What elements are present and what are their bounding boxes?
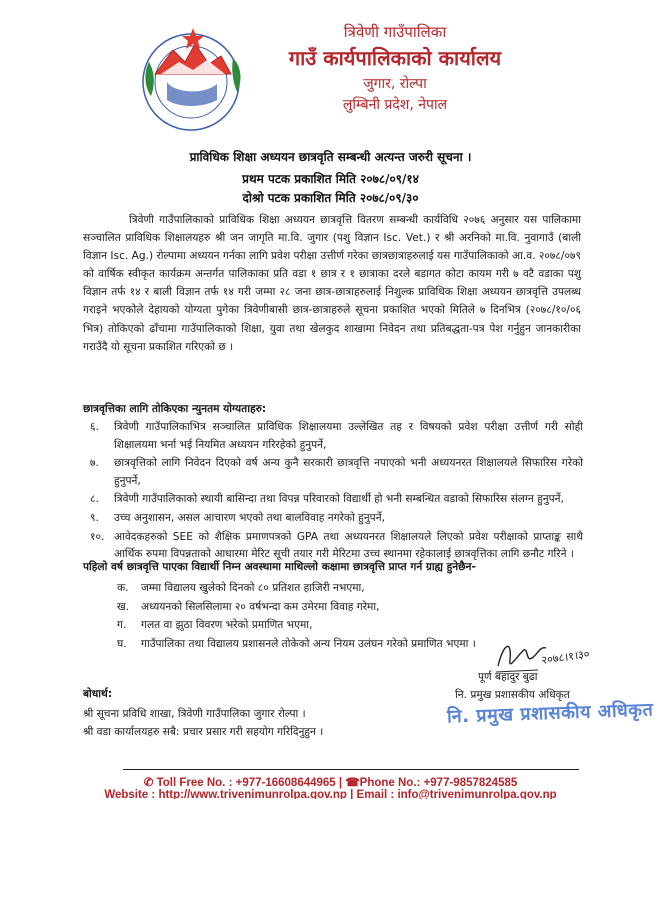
list-item-number: ८. <box>90 493 99 506</box>
signatory-name: पूर्ण बहादुर बुढा <box>478 671 538 683</box>
list-item-marker: क. <box>117 582 129 594</box>
office-location: जुगार, रोल्पा <box>363 76 427 92</box>
list-item-text: जम्मा विद्यालय खुलेको दिनको ८० प्रतिशत हाजिरी नभएमा, <box>141 582 365 594</box>
list-item <box>90 491 583 509</box>
list-item-text: त्रिवेणी गाउँपालिकाको स्थायी बासिन्दा तथा विपन्न परिवारको विद्यार्थी हो भनी सम्बन्धित वडाको सिफारिस संलग्न हुनुपर्ने, <box>114 493 564 506</box>
footer-separator: | <box>338 777 343 789</box>
second-published-date: दोश्रो पटक प्रकाशित मिति २०७८/०९/३० <box>242 191 419 205</box>
list-item <box>117 579 587 598</box>
requirements-list <box>90 419 583 565</box>
phone-icon: ✆ <box>143 777 157 789</box>
municipality-name: त्रिवेणी गाउँपालिका <box>343 23 447 41</box>
list-item-number: ७. <box>90 457 99 470</box>
cc-recipient-1: श्री सूचना प्रविधि शाखा, त्रिवेणी गाउँपालिका जुगार रोल्पा । <box>83 708 306 720</box>
footer-separator: | <box>350 789 354 799</box>
requirements-heading: छात्रवृत्तिका लागि तोकिएका न्युनतम योग्यताहरु: <box>83 403 267 415</box>
list-item-number: १०. <box>90 530 105 543</box>
cc-heading: बोधार्थ: <box>83 688 113 700</box>
svg-text:२०७८।१।३०: २०७८।१।३० <box>540 647 591 667</box>
notice-title: प्राविधिक शिक्षा अध्ययन छात्रवृति सम्बन्धी अत्यन्त जरुरी सूचना । <box>189 150 472 164</box>
list-item-marker: ग. <box>117 619 127 631</box>
notice-body-paragraph: त्रिवेणी गाउँपालिकाको प्राविधिक शिक्षा अध्ययन छात्रवृत्ति वितरण सम्बन्धी कार्यविधि २०७६ अनुसार यस पालिकामा सञ्चालित प्राविधिक शिक्षालयहरु श्री जन जागृति मा.वि. जुगार (पशु विज्ञान Isc. Vet.) र श्री अरनिको मा.वि. नुवागाउँ (बाली विज्ञान Isc. Ag.) रोल्पामा अध्ययन गर्नका लागि प्रवेश परीक्षा उत्तीर्ण गरेका छात्रछात्राहरुलाई यस गाउँपालिकाको आ.व. २०७८/०७९ को वार्षिक स्वीकृत कार्यक्रम अन्तर्गत पालिकाका प्रति वडा १ छात्र र १ छात्राका दरले बडागत कोटा कायम गरी ७ वटै वडाका पशु विज्ञान तर्फ १४ र बाली विज्ञान तर्फ १४ गरी जम्मा २८ जना छात्र-छात्राहरुलाई निशुल्क प्राविधिक शिक्षा अध्ययन छात्रवृत्ति उपलब्ध गराइने भएकोले देहायको योग्यता पुगेका त्रिवेणीबासी छात्र-छात्राहरुले सूचना प्रकाशित भएको मितिले ७ दिनभित्र (२०७८/१०/०६ भित्र) तोकिएको ढाँचामा गाउँपालिकाको शिक्षा, युवा तथा खेलकुद शाखामा निवेदन तथा प्रतिबद्धता-पत्र पेश गर्नुहुन जानकारीका गराउँदै यो सूचना प्रकाशित गरिएको छ । <box>83 214 581 353</box>
telephone-icon: ☎ <box>345 777 360 789</box>
footer-divider <box>123 769 579 770</box>
province-country: लुम्बिनी प्रदेश, नेपाल <box>342 97 448 113</box>
list-item <box>117 598 587 617</box>
toll-free-label: Toll Free No. : <box>156 777 233 789</box>
list-item-text: गाउँपालिका तथा विद्यालय प्रशासनले तोकेको अन्य नियम उलंघन गरेको प्रमाणित भएमा । <box>141 637 476 650</box>
list-item-marker: ख. <box>117 600 130 613</box>
ineligibility-heading: पहिलो वर्ष छात्रवृत्ति पाएका विद्यार्थी निम्न अवस्थामा माथिल्लो कक्षामा छात्रवृत्ति प्राप्त गर्न ग्राह्य हुनेछैन- <box>83 561 476 573</box>
signatory-title: नि. प्रमुख प्रशासकीय अधिकृत <box>455 689 570 701</box>
list-item <box>90 455 583 490</box>
list-item <box>90 510 583 528</box>
office-name: गाउँ कार्यपालिकाको कार्यालय <box>288 46 502 70</box>
list-item-text: उच्च अनुशासन, असल आचारण भएको तथा बालविवाह नगरेको हुनुपर्ने, <box>114 511 385 524</box>
email-link[interactable]: info@trivenimunrolpa.gov.np <box>397 789 557 799</box>
first-published-date: प्रथम पटक प्रकाशित मिति २०७८/०९/१४ <box>242 172 419 186</box>
phone-number: +977-9857824585 <box>423 777 518 789</box>
website-label: Website : <box>104 789 156 799</box>
phone-label: Phone No.: <box>359 777 421 789</box>
list-item-text: छात्रवृत्तिको लागि निवेदन दिएको वर्ष अन्य कुनै सरकारी छात्रवृत्ति नपाएको भनी अध्ययनरत शिक्षालयले सिफारिस गरेको हुनुपर्ने, <box>114 457 583 487</box>
list-item-text: गलत वा झुठा विवरण भरेको प्रमाणित भएमा, <box>141 619 313 631</box>
toll-free-number: +977-16608644965 <box>235 777 336 789</box>
list-item <box>90 419 583 454</box>
list-item-marker: घ. <box>117 637 127 650</box>
email-label: Email : <box>356 789 395 799</box>
list-item-number: ९. <box>90 511 99 524</box>
list-item <box>90 529 583 564</box>
list-item-text: त्रिवेणी गाउँपालिकाभित्र सञ्चालित प्राविधिक शिक्षालयमा उल्लेखित तह र विषयको प्रवेश परीक्षा उत्तीर्ण गरी सोही शिक्षालयमा भर्ना भई नियमित अध्ययन गरिरहेको हुनुपर्ने, <box>114 421 583 451</box>
list-item-text: आवेदकहरुको SEE को शैक्षिक प्रमाणपत्रको GPA तथा अध्ययनरत शिक्षालयले लिएको प्रवेश परीक्षाको प्राप्ताङ्क साथै आर्थिक रुपमा विपन्नताको आधारमा मेरिट सूची तयार गरी मेरिटमा उच्च स्थानमा रहेकालाई छात्रवृत्तिका लागि छनौट गरिने । <box>114 530 583 561</box>
official-stamp: नि. प्रमुख प्रशासकीय अधिकृत <box>446 699 654 728</box>
list-item-text: अध्ययनको सिलसिलामा २० वर्षभन्दा कम उमेरमा विवाह गरेमा, <box>141 600 380 613</box>
list-item-number: ६. <box>90 421 99 433</box>
cc-recipient-2: श्री वडा कार्यालयहरु सबै: प्रचार प्रसार गरी सहयोग गरिदिनुहुन । <box>83 726 324 738</box>
footer-contact-line <box>0 775 661 789</box>
footer-web-line <box>0 789 661 799</box>
website-link[interactable]: http://www.trivenimunrolpa.gov.np <box>158 789 347 799</box>
